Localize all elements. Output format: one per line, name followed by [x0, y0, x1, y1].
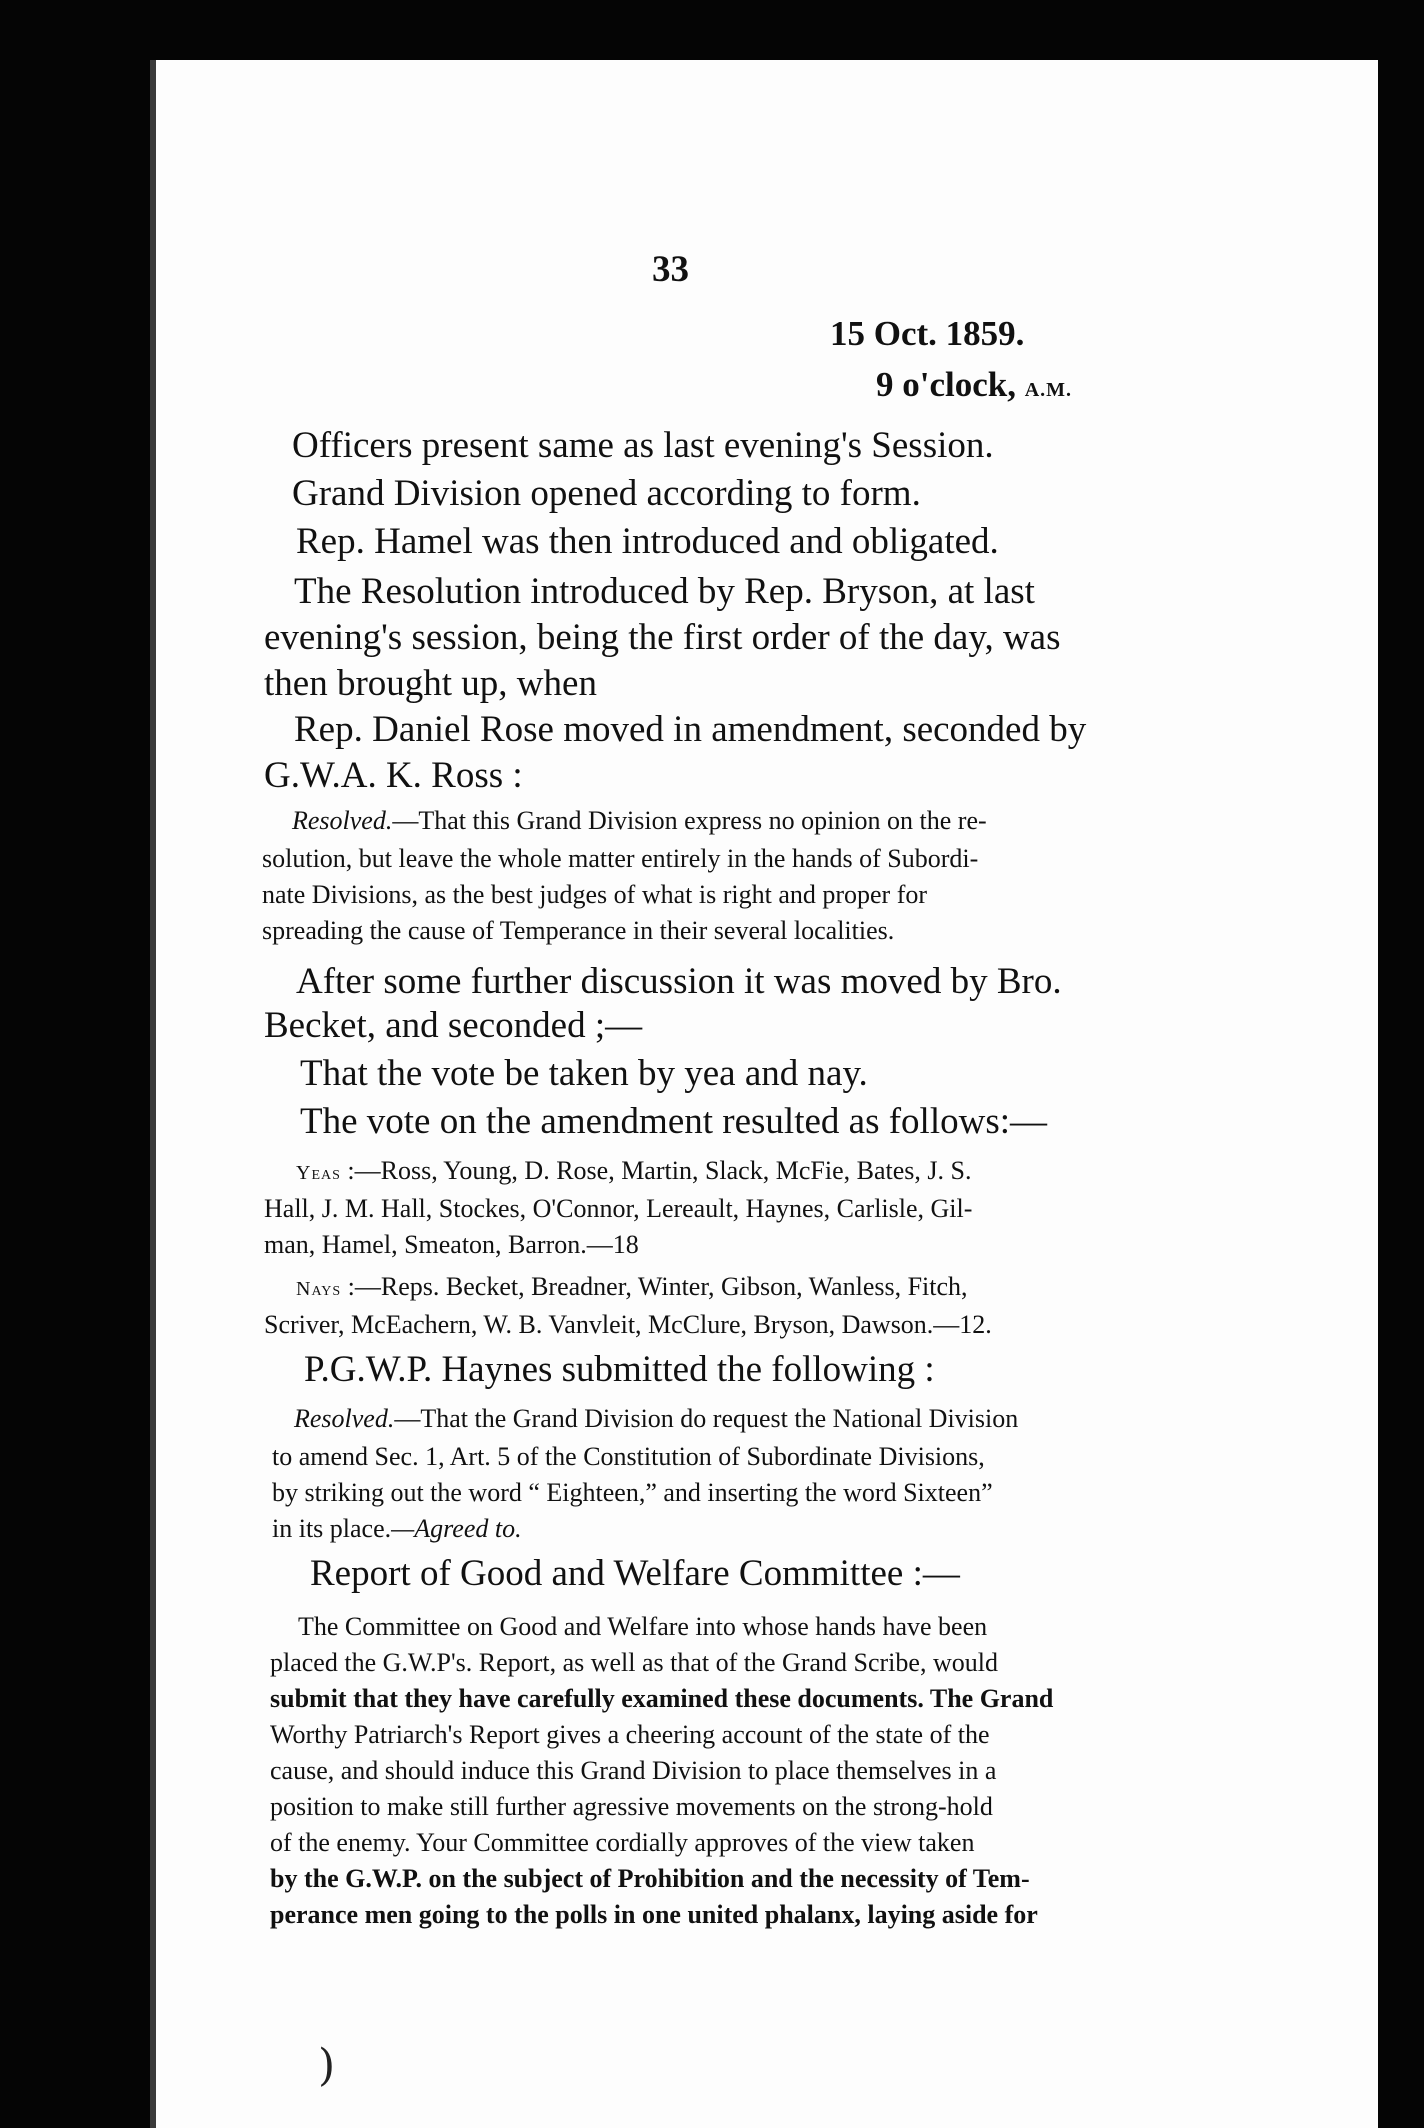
- time-suffix: A.M.: [1024, 379, 1073, 401]
- time-line: [876, 365, 1072, 405]
- paragraph-amendment-line: Rep. Daniel Rose moved in amendment, seconded by: [294, 709, 1087, 750]
- report-line: The Committee on Good and Welfare into whose hands have been: [298, 1612, 988, 1641]
- report-line: Worthy Patriarch's Report gives a cheering account of the state of the: [270, 1720, 990, 1749]
- paragraph-discussion-line: Becket, and seconded ;—: [264, 1005, 643, 1046]
- report-line: position to make still further agressive movements on the strong-hold: [270, 1792, 993, 1821]
- report-line: perance men going to the polls in one united phalanx, laying aside for: [270, 1900, 1038, 1929]
- resolution-2-text: in its place.: [272, 1514, 392, 1543]
- resolution-1-text: —That this Grand Division express no opinion on the re-: [392, 806, 987, 835]
- paragraph-opened: Grand Division opened according to form.: [292, 473, 921, 514]
- paragraph-vote-method: That the vote be taken by yea and nay.: [300, 1053, 868, 1094]
- resolution-1-line: spreading the cause of Temperance in their several localities.: [262, 916, 895, 945]
- yeas-line: [296, 1156, 971, 1186]
- resolution-2-line: [294, 1404, 1018, 1434]
- yeas-label: Yeas: [296, 1162, 341, 1184]
- paragraph-hamel: Rep. Hamel was then introduced and obligated.: [296, 521, 999, 562]
- paragraph-officers: Officers present same as last evening's Session.: [292, 425, 994, 466]
- page-number: 33: [652, 249, 689, 290]
- paragraph-resolution-line: The Resolution introduced by Rep. Bryson, at last: [294, 571, 1035, 612]
- report-line: cause, and should induce this Grand Division to place themselves in a: [270, 1756, 997, 1785]
- yeas-text: :—Ross, Young, D. Rose, Martin, Slack, McFie, Bates, J. S.: [340, 1156, 972, 1185]
- resolution-1-line: solution, but leave the whole matter entirely in the hands of Subordi-: [262, 844, 979, 873]
- resolution-2-line: to amend Sec. 1, Art. 5 of the Constitution of Subordinate Divisions,: [272, 1442, 985, 1471]
- resolution-2-label: Resolved.: [294, 1404, 395, 1433]
- resolution-2-text: —That the Grand Division do request the National Division: [394, 1404, 1019, 1433]
- resolution-1-line: nate Divisions, as the best judges of what is right and proper for: [262, 880, 928, 909]
- report-line: of the enemy. Your Committee cordially approves of the view taken: [270, 1828, 975, 1857]
- time-text: 9 o'clock,: [876, 365, 1025, 404]
- report-heading: Report of Good and Welfare Committee :—: [310, 1553, 960, 1594]
- report-line: by the G.W.P. on the subject of Prohibition and the necessity of Tem-: [270, 1864, 1030, 1893]
- resolution-1-label: Resolved.: [292, 806, 393, 835]
- nays-label: Nays: [296, 1278, 342, 1300]
- yeas-line: man, Hamel, Smeaton, Barron.—18: [264, 1230, 639, 1259]
- report-line: submit that they have carefully examined these documents. The Grand: [270, 1684, 1054, 1713]
- date-line: 15 Oct. 1859.: [830, 314, 1025, 353]
- nays-line: Scriver, McEachern, W. B. Vanvleit, McClure, Bryson, Dawson.—12.: [264, 1310, 992, 1339]
- nays-line: [296, 1272, 968, 1302]
- paragraph-discussion-line: After some further discussion it was moved by Bro.: [296, 961, 1062, 1002]
- agreed-note: —Agreed to.: [391, 1514, 522, 1543]
- nays-text: :—Reps. Becket, Breadner, Winter, Gibson, Wanless, Fitch,: [341, 1272, 968, 1301]
- paragraph-vote-result: The vote on the amendment resulted as follows:—: [300, 1101, 1048, 1142]
- report-line: placed the G.W.P's. Report, as well as that of the Grand Scribe, would: [270, 1648, 998, 1677]
- yeas-line: Hall, J. M. Hall, Stockes, O'Connor, Lereault, Haynes, Carlisle, Gil-: [264, 1194, 973, 1223]
- paragraph-resolution-line: then brought up, when: [264, 663, 597, 704]
- paragraph-haynes: P.G.W.P. Haynes submitted the following :: [304, 1349, 935, 1390]
- paragraph-amendment-line: G.W.A. K. Ross :: [264, 755, 523, 796]
- scan-border-left: [0, 0, 150, 2128]
- resolution-1-line: [292, 806, 987, 836]
- scan-border-right: [1378, 0, 1424, 2128]
- resolution-2-line: by striking out the word “ Eighteen,” and inserting the word Sixteen”: [272, 1478, 993, 1507]
- resolution-2-line: [272, 1514, 522, 1544]
- paragraph-resolution-line: evening's session, being the first order of the day, was: [264, 617, 1061, 658]
- scan-border-top: [0, 0, 1424, 60]
- margin-stroke: ): [318, 2040, 336, 2091]
